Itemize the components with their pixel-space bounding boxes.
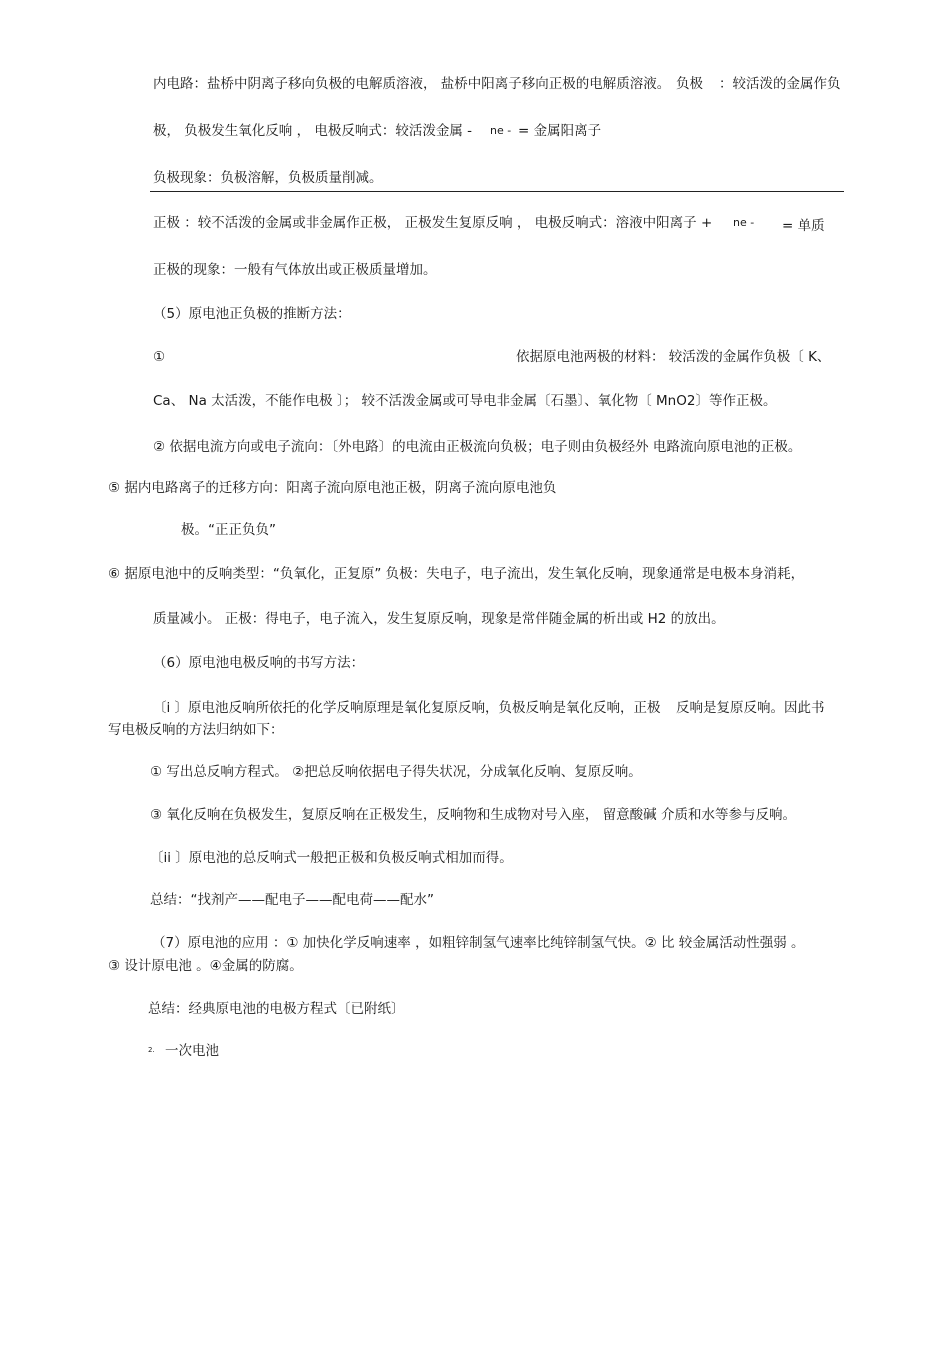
text-step-3: ③ 氧化反响在负极发生，复原反响在正极发生，反响物和生成物对号入座， 留意酸碱 介质和水等参与反响。	[150, 807, 796, 823]
section-heading-7: （7）原电池的应用 ：① 加快化学反响速率 ，如粗锌制氢气速率比纯锌制氢气快。② 比 较金属活动性强弱 。	[152, 935, 805, 951]
text-element: = 单质	[782, 218, 825, 234]
text-negative-phenomenon: 负极现象：负极溶解，负极质量削减。	[153, 170, 383, 186]
text-item-1: 依据原电池两极的材料： 较活泼的金属作负极〔 K、	[516, 349, 831, 365]
text-negative-reaction: 极， 负极发生氧化反响 ， 电极反响式：较活泼金属 -	[153, 123, 473, 139]
text-item-6-cont: 质量减小。 正极：得电子，电子流入，发生复原反响，现象是常伴随金属的析出或 H2 的放出。	[153, 611, 725, 627]
section-heading-primary-battery: 一次电池	[165, 1043, 219, 1059]
text-item-1-marker: ①	[153, 349, 166, 365]
text-item-5-cont: 极。“正正负负”	[181, 522, 276, 538]
text-summary-1: 总结：“找剂产——配电子——配电荷——配水”	[150, 892, 434, 908]
text-negative-label: 负极	[676, 76, 703, 92]
text-i-principle: 〔i 〕原电池反响所依托的化学反响原理是氧化复原反响，负极反响是氧化反响，正极	[153, 700, 661, 716]
text-positive-phenomenon: 正极的现象：一般有气体放出或正极质量增加。	[153, 262, 437, 278]
text-step-1-2: ① 写出总反响方程式。 ②把总反响依据电子得失状况，分成氧化反响、复原反响。	[150, 764, 642, 780]
horizontal-divider	[150, 191, 844, 192]
text-negative-desc: ：较活泼的金属作负	[719, 76, 841, 92]
text-ii-total: 〔ii 〕原电池的总反响式一般把正极和负极反响式相加而得。	[150, 850, 513, 866]
text-item-1-cont: Ca、 Na 太活泼，不能作电极 〕； 较不活泼金属或可导电非金属〔石墨〕、氧化物〔 MnO2〕等作正极。	[153, 393, 777, 409]
section-heading-5: （5）原电池正负极的推断方法：	[153, 306, 351, 322]
text-metal-cation: = 金属阳离子	[518, 123, 602, 139]
text-i-principle-cont: 写电极反响的方法归纳如下：	[108, 722, 284, 738]
text-i-principle-b: 反响是复原反响。因此书	[676, 700, 825, 716]
text-item-5: ⑤ 据内电路离子的迁移方向：阳离子流向原电池正极，阴离子流向原电池负	[108, 480, 557, 496]
text-item-6: ⑥ 据原电池中的反响类型：“负氧化，正复原” 负极：失电子，电子流出，发生氧化反响，现象通常是电极本身消耗，	[108, 566, 805, 582]
text-ne-1: ne -	[490, 124, 512, 137]
section-heading-6: （6）原电池电极反响的书写方法：	[153, 655, 365, 671]
text-item-2: ② 依据电流方向或电子流向：〔外电路〕的电流由正极流向负极；电子则由负极经外 电路流向原电池的正极。	[153, 439, 802, 455]
text-summary-2: 总结：经典原电池的电极方程式〔已附纸〕	[148, 1001, 405, 1017]
text-applications-cont: ③ 设计原电池 。④金属的防腐。	[108, 958, 303, 974]
text-positive-electrode: 正极 ：较不活泼的金属或非金属作正极， 正极发生复原反响 ， 电极反响式：溶液中阳离子 +	[153, 215, 713, 231]
text-ne-2: ne -	[733, 216, 755, 229]
text-inner-circuit: 内电路：盐桥中阴离子移向负极的电解质溶液， 盐桥中阳离子移向正极的电解质溶液。	[153, 76, 671, 92]
text-section-number-2: 2.	[148, 1046, 155, 1054]
